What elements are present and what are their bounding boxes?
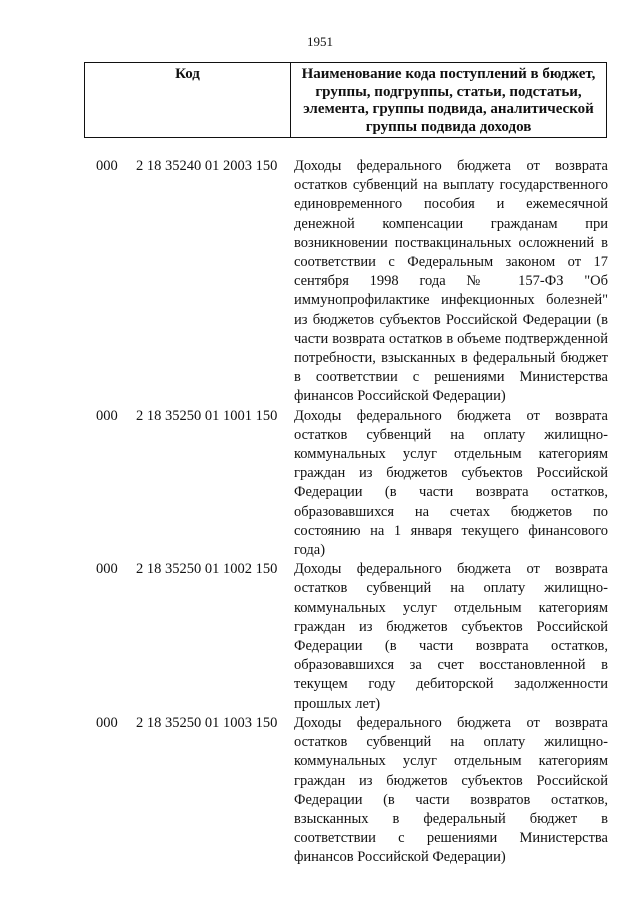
table-row [96,560,608,714]
entry-description: Доходы федерального бюджета от возврата остатков субвенций на оплату жилищно-коммунальных услуг отдельным категориям граждан из бюджетов субъектов Российской Федерации (в части возврата остатков, образовавшихся на счетах бюджетов по состоянию на 1 января текущего финансового года) [294,407,608,559]
entry-code: 2 18 35250 01 1003 150 [136,714,278,731]
table-row [96,714,608,868]
entry-code: 2 18 35250 01 1001 150 [136,407,278,424]
entry-prefix: 000 [96,158,118,174]
entry-description: Доходы федерального бюджета от возврата остатков субвенций на выплату государственного единовременного пособия и ежемесячной денежной компенсации гражданам при возникновении поствакцинальных осложнений в соответствии с Федеральным законом от 17 сентября 1998 года № 157-ФЗ "Об иммунопрофилактике инфекционных болезней" из бюджетов субъектов Российской Федерации (в части возврата остатков в объеме подтвержденной потребности, взысканных в федеральный бюджет в соответствии с решениями Министерства финансов Российской Федерации) [294,158,608,405]
entry-prefix: 000 [96,407,118,424]
table-row [96,407,608,561]
entry-prefix: 000 [96,714,118,731]
page-number: 1951 [307,34,333,49]
entries-list [96,157,608,868]
table-header [84,62,607,138]
entry-description: Доходы федерального бюджета от возврата остатков субвенций на оплату жилищно-коммунальных услуг отдельным категориям граждан из бюджетов субъектов Российской Федерации (в части возврата остатков, образовавшихся за счет восстановленной в текущем году дебиторской задолженности прошлых лет) [294,561,608,712]
table-row [96,157,608,407]
entry-description: Доходы федерального бюджета от возврата остатков субвенций на оплату жилищно-коммунальных услуг отдельным категориям граждан из бюджетов субъектов Российской Федерации (в части возвратов остатков, взысканных в федеральный бюджет в соответствии с решениями Министерства финансов Российской Федерации) [294,714,608,866]
entry-code: 2 18 35240 01 2003 150 [136,158,278,174]
header-name-column: Наименование кода поступлений в бюджет, группы, подгруппы, статьи, подстатьи, элемента, группы подвида, аналитической группы подвида доходов [301,66,596,135]
header-code-column: Код [85,63,291,137]
entry-code: 2 18 35250 01 1002 150 [136,561,278,578]
entry-prefix: 000 [96,561,118,578]
